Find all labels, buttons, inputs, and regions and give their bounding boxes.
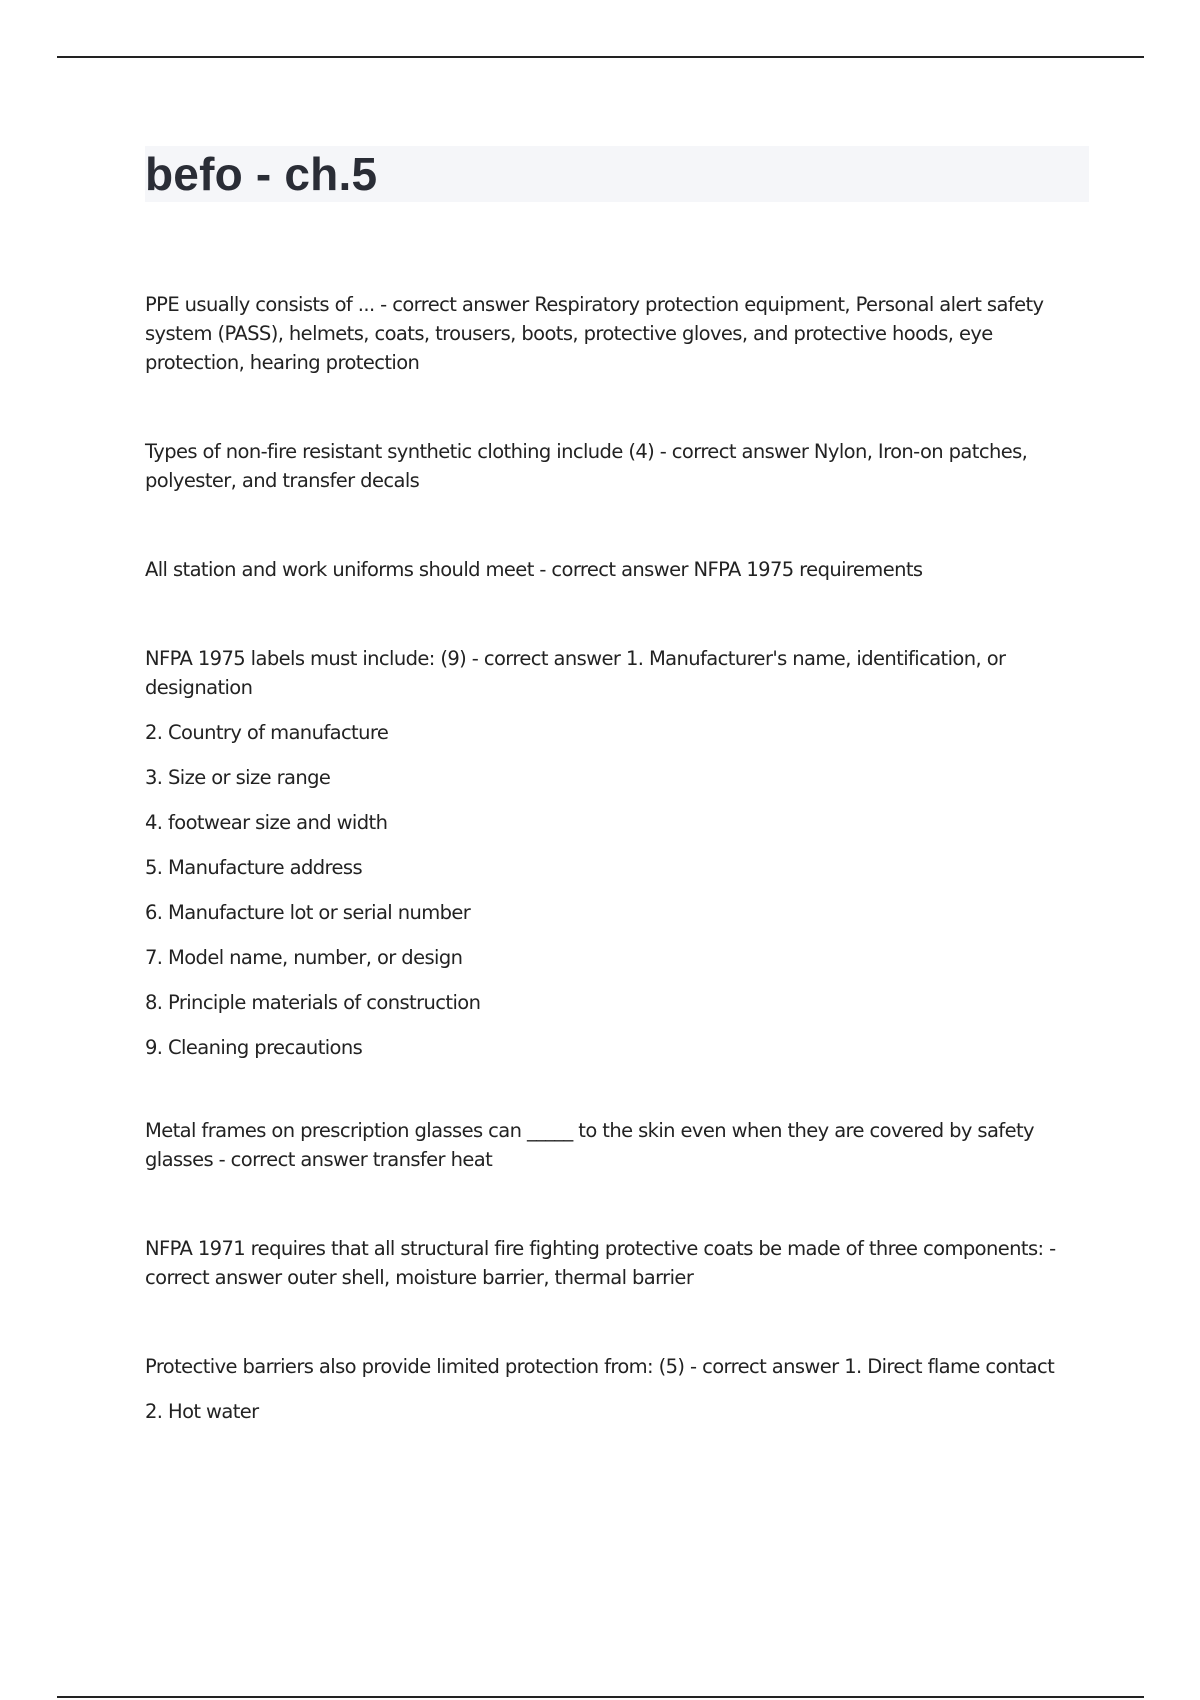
flashcard-text (145, 1352, 1090, 1381)
question-text: Protective barriers also provide limited protection from: (5) - (145, 1355, 703, 1378)
header-rule (57, 56, 1144, 58)
flashcard-item (145, 555, 1090, 584)
flashcard-item (145, 1352, 1090, 1426)
flashcard-item (145, 1234, 1090, 1292)
answer-text: NFPA 1975 requirements (693, 558, 923, 581)
answer-text: 1. Direct flame contact (844, 1355, 1055, 1378)
answer-prefix: correct answer (230, 1148, 373, 1171)
answer-prefix: correct answer (483, 647, 626, 670)
answer-text: Respiratory protection equipment, Personal alert safety system (PASS), helmets, coats, trousers, boots, protective gloves, and protective hoods, eye protection, hearing protection (145, 293, 1044, 374)
question-text: Types of non-fire resistant synthetic clothing include (4) - (145, 440, 672, 463)
flashcard-text (145, 555, 1090, 584)
answer-list-item: 6. Manufacture lot or serial number (145, 901, 471, 924)
answer-list-item: 2. Hot water (145, 1400, 259, 1423)
answer-text: outer shell, moisture barrier, thermal barrier (287, 1266, 694, 1289)
answer-list-item: 8. Principle materials of construction (145, 991, 481, 1014)
answer-list-item: 2. Country of manufacture (145, 721, 389, 744)
answer-text: 1. Manufacturer's name, identification, or designation (145, 647, 1006, 699)
answer-prefix: correct answer (671, 440, 814, 463)
question-text: PPE usually consists of ... - (145, 293, 393, 316)
question-text: NFPA 1971 requires that all structural fire fighting protective coats be made of three components: - (145, 1237, 1056, 1260)
flashcard-text (145, 437, 1090, 495)
answer-list-item: 3. Size or size range (145, 766, 331, 789)
flashcard-list (145, 290, 1090, 1486)
answer-prefix: correct answer (392, 293, 535, 316)
flashcard-text (145, 1234, 1090, 1292)
flashcard-item (145, 437, 1090, 495)
footer-rule (57, 1696, 1144, 1698)
flashcard-text (145, 1116, 1090, 1174)
answer-text: transfer heat (372, 1148, 493, 1171)
answer-list-item: 4. footwear size and width (145, 811, 388, 834)
flashcard-item (145, 1116, 1090, 1174)
answer-list-item: 7. Model name, number, or design (145, 946, 463, 969)
flashcard-item (145, 644, 1090, 1062)
answer-list-item: 5. Manufacture address (145, 856, 363, 879)
answer-prefix: correct answer (145, 1266, 288, 1289)
question-text: All station and work uniforms should meet - (145, 558, 552, 581)
answer-list-item: 9. Cleaning precautions (145, 1036, 363, 1059)
document-title: befo - ch.5 (145, 148, 378, 200)
answer-prefix: correct answer (702, 1355, 845, 1378)
flashcard-text (145, 290, 1090, 377)
flashcard-item (145, 290, 1090, 377)
answer-prefix: correct answer (551, 558, 694, 581)
flashcard-text (145, 644, 1090, 702)
answer-text: Nylon, Iron-on patches, polyester, and transfer decals (145, 440, 1028, 492)
question-text: Metal frames on prescription glasses can _____ to the skin even when they are covered by safety glasses - (145, 1119, 1034, 1171)
question-text: NFPA 1975 labels must include: (9) - (145, 647, 484, 670)
